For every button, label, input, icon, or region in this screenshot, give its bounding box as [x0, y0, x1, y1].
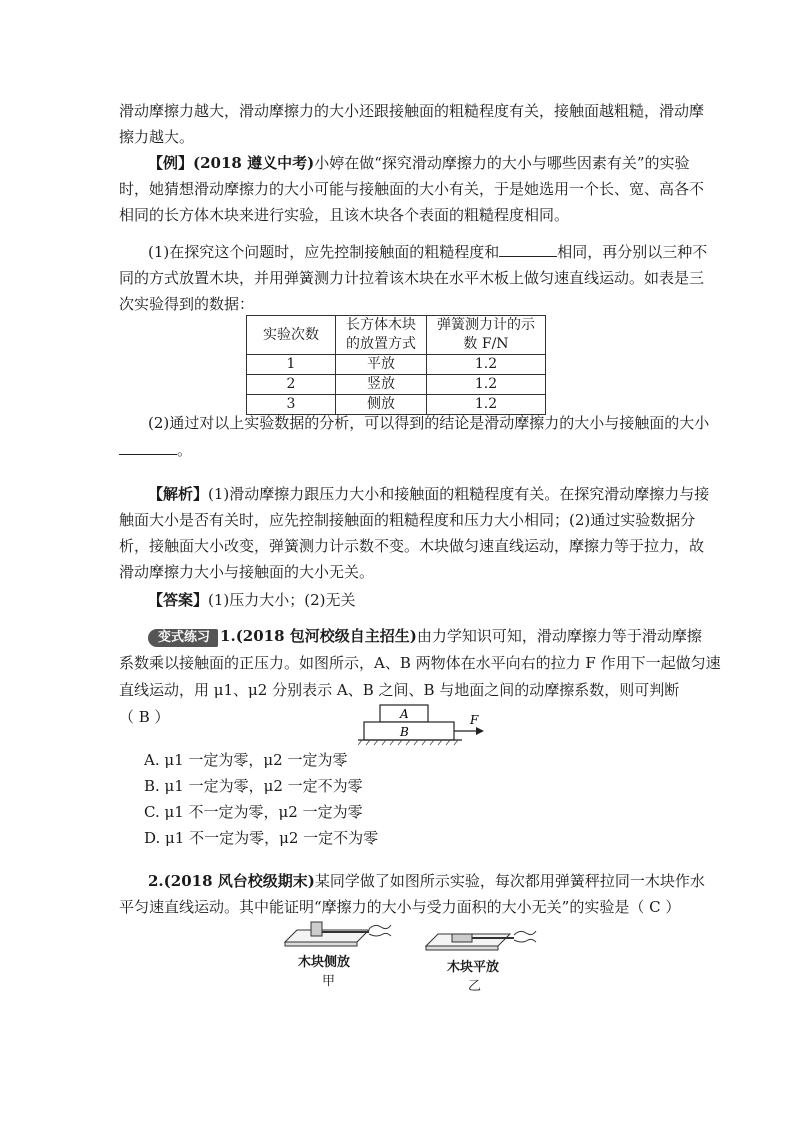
practice-q1-line-1-text: 由力学知识可知，滑动摩擦力等于滑动摩擦 [416, 627, 702, 645]
example-source: (2018 遵义中考) [193, 154, 315, 172]
analysis-line-2: 触面大小是否有关时，应先控制接触面的粗糙程度和压力大小相同；(2)通过实验数据分 [119, 511, 696, 529]
example-line-1 [148, 153, 690, 173]
header-force [427, 316, 546, 355]
table-cell: 平放 [336, 355, 427, 375]
question-2-line-1: (2)通过对以上实验数据的分析，可以得到的结论是滑动摩擦力的大小与接触面的大小 [148, 414, 710, 432]
table-cell: 1.2 [427, 375, 546, 395]
answer-text: (1)压力大小；(2)无关 [208, 591, 356, 609]
practice-q2-number: 2. [148, 872, 164, 890]
label-f: F [470, 713, 479, 727]
example-tag: 【例】 [148, 154, 194, 172]
intro-line-2: 擦力越大。 [119, 128, 195, 146]
option-a[interactable]: A. μ1 一定为零，μ2 一定为零 [144, 751, 348, 769]
header-force-line-2: 数 F/N [463, 336, 509, 352]
example-line-3: 相同的长方体木块来进行实验，且该木块各个表面的粗糙程度相同。 [119, 206, 570, 224]
ground-hatching [358, 740, 458, 745]
analysis-line-1 [148, 484, 709, 504]
table-row [247, 375, 546, 395]
board-edge [285, 942, 357, 946]
table-cell: 3 [247, 395, 336, 415]
wood-block [452, 934, 472, 942]
answer-tag: 【答案】 [148, 591, 209, 609]
block-diagram [358, 703, 498, 749]
practice-q2-line-2: 平匀速直线运动。其中能证明“摩擦力的大小与受力面积的大小无关”的实验是（ C ） [119, 898, 681, 916]
answer-line [148, 590, 356, 610]
block-b [364, 722, 454, 740]
force-arrow-head [476, 727, 484, 735]
figure-jia [283, 920, 403, 954]
option-b[interactable]: B. μ1 一定为零，μ2 一定不为零 [144, 777, 363, 795]
question-2-line-2 [119, 440, 192, 460]
figure-yi-label: 乙 [468, 979, 482, 994]
table-row [247, 355, 546, 375]
question-1-line-3: 次实验得到的数据： [119, 295, 255, 313]
question-1-line-1 [148, 242, 707, 262]
practice-badge: 变式练习 [148, 629, 218, 647]
example-line-1-text: 小婷在做“探究滑动摩擦力的大小与哪些因素有关”的实验 [314, 154, 690, 172]
practice-q1-line-3: 直线运动，用 μ1、μ2 分别表示 A、B 之间、B 与地面之间的动摩擦系数，则可判断 [119, 681, 680, 699]
answer-blank-1[interactable] [499, 242, 557, 257]
label-a: A [400, 707, 409, 721]
header-placement-line-1: 长方体木块 [346, 317, 416, 333]
table-cell: 1 [247, 355, 336, 375]
table-cell: 1.2 [427, 395, 546, 415]
practice-q2-source: (2018 风台校级期末) [163, 872, 315, 890]
practice-q1-number: 1. [220, 627, 236, 645]
header-placement-line-2: 的放置方式 [346, 336, 416, 352]
hand-icon [369, 925, 391, 936]
practice-q1-line-1 [148, 626, 702, 647]
question-2-end: 。 [177, 441, 193, 459]
analysis-tag: 【解析】 [148, 485, 209, 503]
table-row [247, 395, 546, 415]
question-1-line-2: 同的方式放置木块，并用弹簧测力计拉着该木块在水平木板上做匀速直线运动。如表是三 [119, 269, 705, 287]
analysis-line-4: 滑动摩擦力大小与接触面的大小无关。 [119, 563, 375, 581]
analysis-line-3: 析，接触面大小改变，弹簧测力计示数不变。木块做匀速直线运动，摩擦力等于拉力，故 [119, 537, 705, 555]
option-d[interactable]: D. μ1 不一定为零，μ2 一定不为零 [144, 829, 379, 847]
table-cell: 竖放 [336, 375, 427, 395]
header-force-line-1: 弹簧测力计的示 [437, 317, 535, 333]
hand-icon [514, 931, 536, 942]
figure-yi-caption: 木块平放 [447, 960, 500, 975]
figure-jia-caption: 木块侧放 [298, 955, 351, 970]
practice-q1-answer: （ B ） [119, 708, 170, 726]
answer-blank-2[interactable] [119, 440, 177, 455]
practice-q1-line-2: 系数乘以接触面的正压力。如图所示，A、B 两物体在水平向右的拉力 F 作用下一起做匀速 [119, 654, 721, 672]
option-c[interactable]: C. μ1 不一定为零，μ2 一定为零 [144, 803, 363, 821]
label-b: B [400, 725, 409, 739]
example-line-2: 时，她猜想滑动摩擦力的大小可能与接触面的大小有关，于是她选用一个长、宽、高各不 [119, 180, 705, 198]
board-edge [426, 946, 498, 950]
header-placement [336, 316, 427, 355]
table-cell: 侧放 [336, 395, 427, 415]
table-cell: 1.2 [427, 355, 546, 375]
practice-q2-line-1 [148, 871, 705, 891]
question-1-text-b: 相同，再分别以三种不 [557, 243, 708, 261]
figure-yi [424, 924, 544, 958]
table-cell: 2 [247, 375, 336, 395]
wood-block [311, 922, 322, 936]
practice-q1-source: (2018 包河校级自主招生) [235, 627, 417, 645]
analysis-line-1-text: (1)滑动摩擦力跟压力大小和接触面的粗糙程度有关。在探究滑动摩擦力与接 [208, 485, 710, 503]
experiment-table [246, 315, 546, 415]
practice-q2-line-1-text: 某同学做了如图所示实验，每次都用弹簧秤拉同一木块作水 [314, 872, 705, 890]
intro-line-1: 滑动摩擦力越大，滑动摩擦力的大小还跟接触面的粗糙程度有关，接触面越粗糙，滑动摩 [119, 102, 705, 120]
header-trial-no: 实验次数 [247, 316, 336, 355]
question-1-text-a: (1)在探究这个问题时，应先控制接触面的粗糙程度和 [148, 243, 500, 261]
figure-jia-label: 甲 [322, 974, 336, 989]
table-header-row [247, 316, 546, 355]
